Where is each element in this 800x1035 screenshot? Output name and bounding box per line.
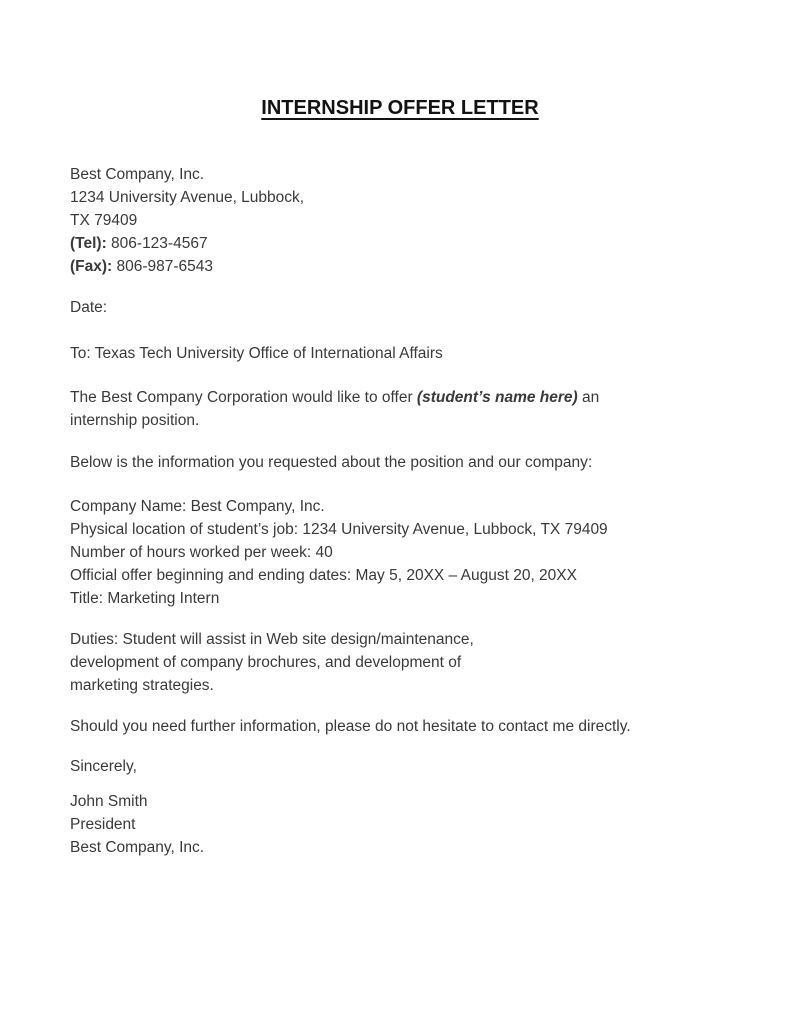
sender-tel-line: [70, 232, 730, 255]
offer-line2: internship position.: [70, 412, 200, 429]
valediction-line: Sincerely,: [70, 758, 137, 775]
duties-line1: Duties: Student will assist in Web site design/maintenance,: [70, 631, 474, 648]
position-details-block: [70, 495, 730, 610]
signature-block: [70, 790, 730, 859]
detail-location: Physical location of student’s job: 1234 University Avenue, Lubbock, TX 79409: [70, 521, 608, 538]
offer-line1: [70, 386, 730, 409]
fax-number: 806-987-6543: [112, 258, 214, 275]
detail-title: Title: Marketing Intern: [70, 590, 220, 607]
sender-address-line1: 1234 University Avenue, Lubbock,: [70, 189, 305, 206]
letter-title-text: INTERNSHIP OFFER LETTER: [261, 97, 539, 119]
student-name-placeholder: (student’s name here): [416, 389, 578, 406]
date-line: Date:: [70, 299, 108, 316]
sender-address-line2: TX 79409: [70, 212, 138, 229]
sender-address-block: [70, 163, 730, 278]
duties-line3: marketing strategies.: [70, 677, 214, 694]
recipient-line: To: Texas Tech University Office of International Affairs: [70, 345, 443, 362]
tel-label: (Tel):: [70, 235, 107, 252]
offer-paragraph: [70, 386, 730, 432]
signature-title: President: [70, 816, 136, 833]
detail-hours: Number of hours worked per week: 40: [70, 544, 333, 561]
duties-block: [70, 628, 730, 697]
letter-title: [70, 95, 730, 121]
offer-line1-before: The Best Company Corporation would like to offer: [70, 389, 417, 406]
sender-fax-line: [70, 255, 730, 278]
fax-label: (Fax):: [70, 258, 113, 275]
duties-line2: development of company brochures, and development of: [70, 654, 462, 671]
sender-company: Best Company, Inc.: [70, 166, 205, 183]
detail-dates: Official offer beginning and ending dates: May 5, 20XX – August 20, 20XX: [70, 567, 577, 584]
signature-company: Best Company, Inc.: [70, 839, 205, 856]
offer-line1-after: an: [577, 389, 600, 406]
detail-company-name: Company Name: Best Company, Inc.: [70, 498, 325, 515]
signature-name: John Smith: [70, 793, 148, 810]
tel-number: 806-123-4567: [106, 235, 208, 252]
info-intro-line: Below is the information you requested about the position and our company:: [70, 454, 593, 471]
closing-note-line: Should you need further information, please do not hesitate to contact me directly.: [70, 718, 631, 735]
